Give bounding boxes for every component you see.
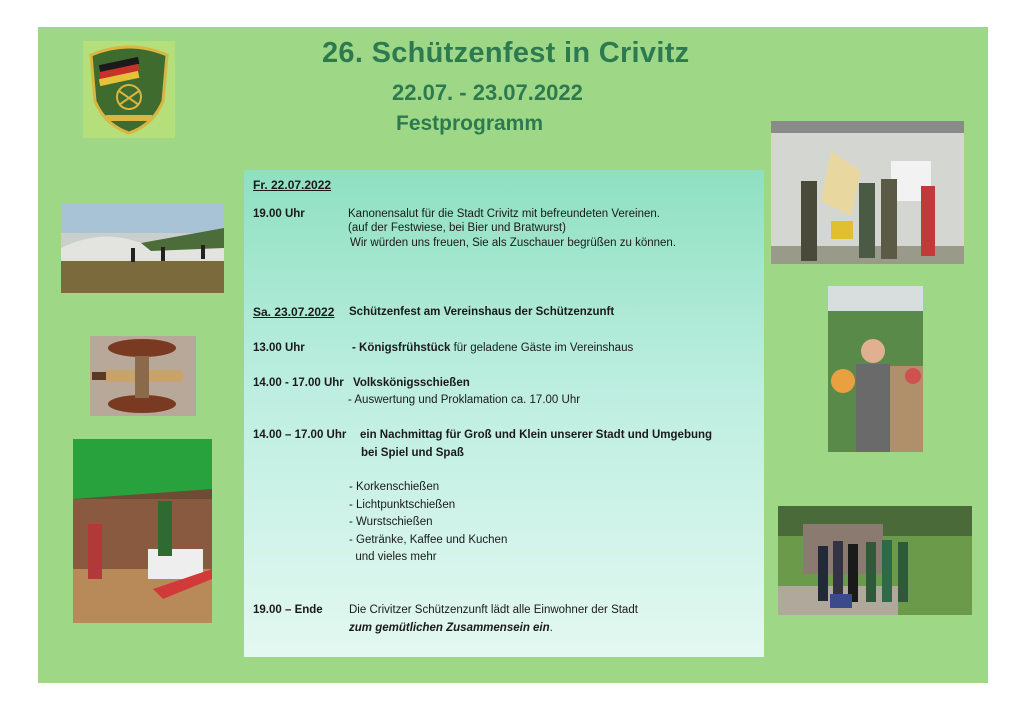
event-dates: 22.07. - 23.07.2022	[392, 80, 583, 105]
friday-line: (auf der Festwiese, bei Bier und Bratwurst)	[348, 222, 566, 234]
activity-item: - Wurstschießen	[349, 516, 433, 528]
club-logo	[83, 41, 175, 138]
activity-item: - Getränke, Kaffee und Kuchen	[349, 534, 508, 546]
page-title: 26. Schützenfest in Crivitz	[322, 37, 690, 69]
photo-king-with-flowers	[828, 286, 923, 452]
item-title: ein Nachmittag für Groß und Klein unserer Stadt und Umgebung	[360, 429, 713, 441]
friday-heading: Fr. 22.07.2022	[253, 178, 332, 192]
photo-group-outdoors	[778, 506, 972, 615]
photo-flag-group	[771, 121, 964, 264]
friday-line: Wir würden uns freuen, Sie als Zuschauer begrüßen zu können.	[350, 237, 677, 249]
item-time: 13.00 Uhr	[253, 342, 305, 354]
item-text: zum gemütlichen Zusammensein ein.	[349, 622, 553, 634]
friday-line: Kanonensalut für die Stadt Crivitz mit befreundeten Vereinen.	[348, 208, 660, 220]
item-title: Volkskönigsschießen	[353, 377, 470, 389]
item-time: 14.00 – 17.00 Uhr	[253, 429, 347, 441]
saturday-heading: Sa. 23.07.2022	[253, 305, 335, 319]
program-subtitle: Festprogramm	[396, 112, 544, 135]
friday-time: 19.00 Uhr	[253, 208, 305, 220]
item-time: 19.00 – Ende	[253, 604, 323, 616]
item-text: - Königsfrühstück für geladene Gäste im Vereinshaus	[352, 342, 634, 354]
activity-item: - Lichtpunktschießen	[349, 499, 456, 511]
item-text: - Auswertung und Proklamation ca. 17.00 Uhr	[348, 394, 581, 406]
photo-shooting-stand	[73, 439, 212, 623]
item-title: bei Spiel und Spaß	[361, 447, 464, 459]
shield-emblem-icon	[83, 41, 175, 138]
item-text: Die Crivitzer Schützenzunft lädt alle Einwohner der Stadt	[349, 604, 638, 616]
item-time: 14.00 - 17.00 Uhr	[253, 377, 344, 389]
activity-item: - Korkenschießen	[349, 481, 440, 493]
photo-cannon-salute	[61, 203, 224, 293]
activity-item: und vieles mehr	[349, 551, 437, 563]
saturday-heading-rest: Schützenfest am Vereinshaus der Schützenzunft	[349, 306, 615, 318]
photo-cannon-model	[90, 336, 196, 416]
